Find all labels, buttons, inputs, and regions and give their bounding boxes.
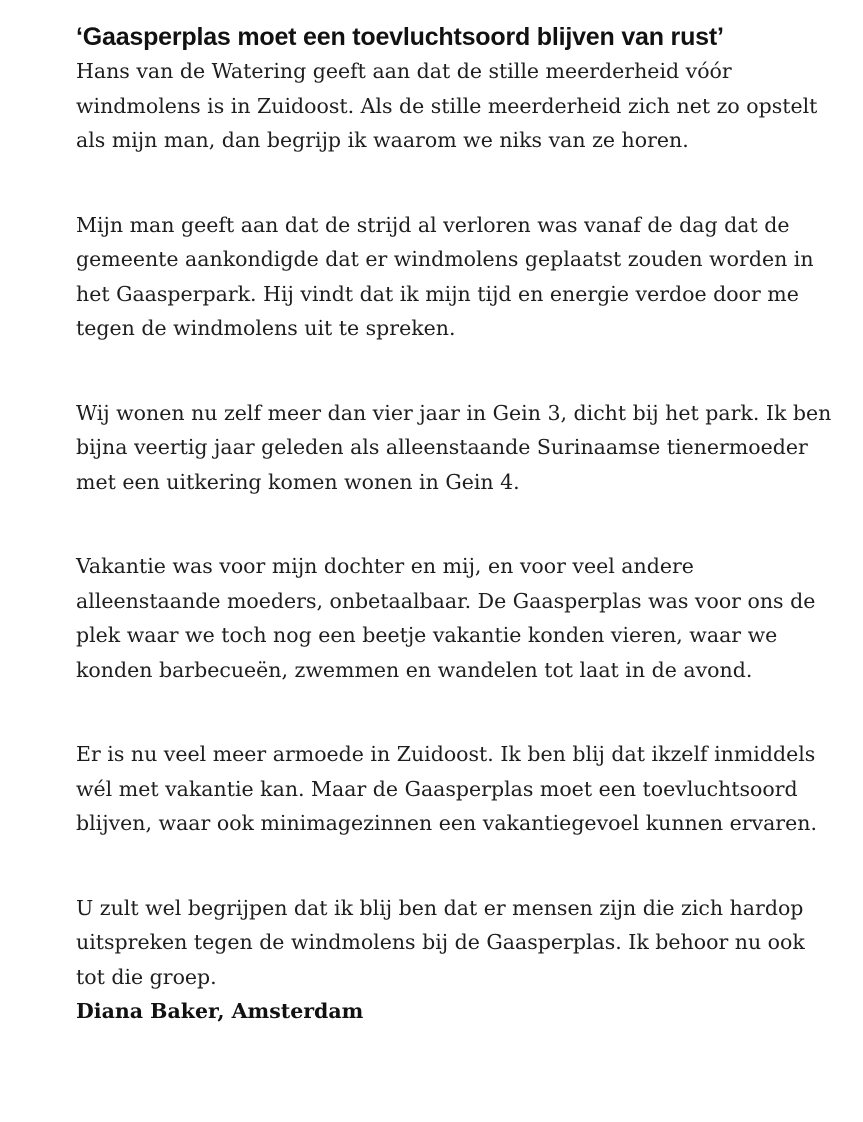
paragraph-3: Wij wonen nu zelf meer dan vier jaar in Gein 3, dicht bij het park. Ik ben bijna veertig jaar geleden als alleenstaande Surinaamse tienermoeder met een uitkering komen wonen in Gein 4. [76, 400, 832, 494]
paragraph-1: Hans van de Watering geeft aan dat de stille meerderheid vóór windmolens is in Zuidoost. Als de stille meerderheid zich net zo opstelt als mijn man, dan begrijp ik waarom we niks van ze horen. [76, 59, 818, 152]
letter-article [76, 18, 836, 1029]
article-title: ‘Gaasperplas moet een toevluchtsoord blijven van rust’ [76, 23, 724, 51]
paragraph-4: Vakantie was voor mijn dochter en mij, en voor veel andere alleenstaande moeders, onbetaalbaar. De Gaasperplas was voor ons de plek waar we toch nog een beetje vakantie konden vieren, waar we konden barbecueën, zwemmen en wandelen tot laat in de avond. [76, 554, 816, 682]
paragraph-2: Mijn man geeft aan dat de strijd al verloren was vanaf de dag dat de gemeente aankondigde dat er windmolens geplaatst zouden worden in het Gaasperpark. Hij vindt dat ik mijn tijd en energie verdoe door me tegen de windmolens uit te spreken. [76, 212, 814, 340]
paragraph-5: Er is nu veel meer armoede in Zuidoost. Ik ben blij dat ikzelf inmiddels wél met vakantie kan. Maar de Gaasperplas moet een toevluchtsoord blijven, waar ook minimagezinnen een vakantiegevoel kunnen ervaren. [76, 742, 817, 835]
author-signature: Diana Baker, Amsterdam [76, 999, 364, 1023]
paragraph-6: U zult wel begrijpen dat ik blij ben dat er mensen zijn die zich hardop uitspreken tegen de windmolens bij de Gaasperplas. Ik behoor nu ook tot die groep. [76, 895, 805, 989]
